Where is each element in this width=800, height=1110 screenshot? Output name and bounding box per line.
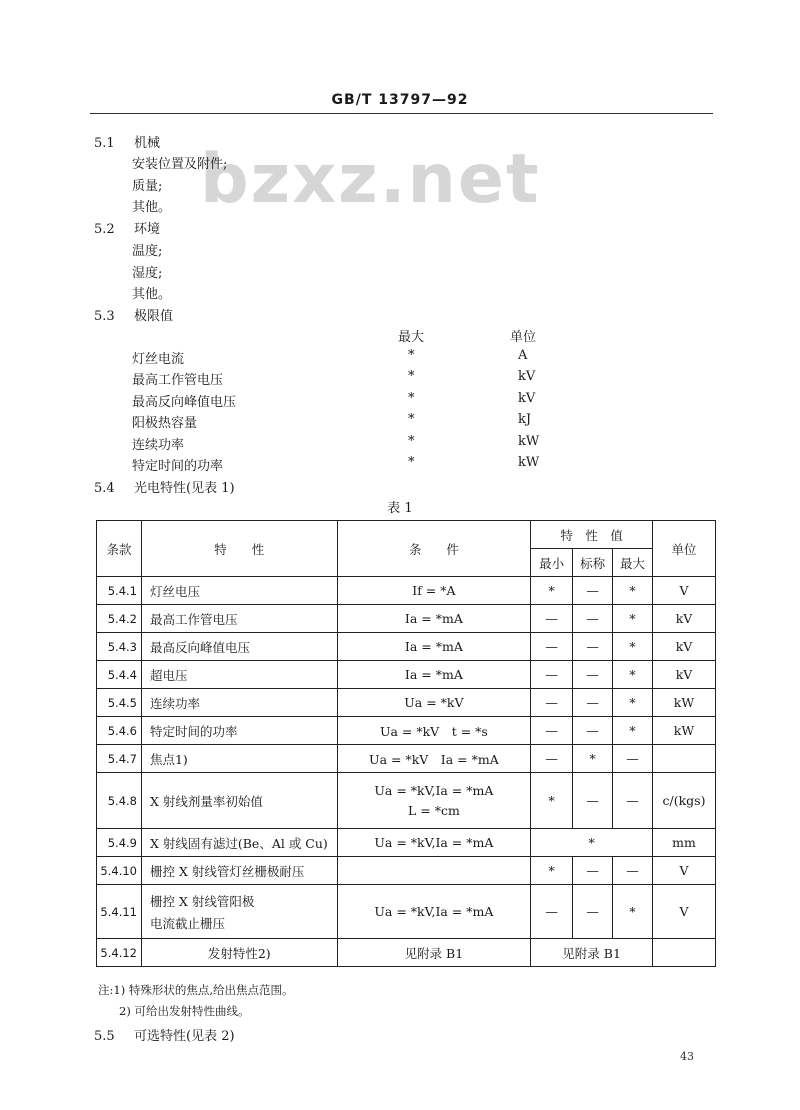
- condition-cell: Ua = *kV t = *s: [337, 717, 531, 745]
- characteristic-cell: 灯丝电压: [141, 577, 337, 605]
- header-unit: 单位: [653, 521, 716, 577]
- table-caption: 表 1: [387, 501, 413, 516]
- section-5-5-heading: 5.5 可选特性(见表 2): [94, 1029, 235, 1044]
- unit-cell: [653, 939, 716, 967]
- characteristic-line: 栅控 X 射线管阳极: [149, 893, 255, 909]
- nom-cell: —: [573, 577, 613, 605]
- limit-unit: kV: [518, 391, 536, 406]
- table-row: [97, 717, 716, 745]
- section-5-3-heading: 5.3 极限值: [94, 309, 174, 324]
- unit-cell: [653, 745, 716, 773]
- condition-cell: [337, 857, 531, 885]
- condition-cell: [337, 773, 531, 829]
- nom-cell: —: [573, 689, 613, 717]
- table-row: [97, 633, 716, 661]
- limit-max: *: [408, 455, 415, 470]
- unit-cell: V: [653, 885, 716, 939]
- limit-name: 灯丝电流: [132, 352, 185, 367]
- section-5-2-item: 湿度;: [132, 266, 163, 281]
- table-1: [96, 520, 716, 967]
- limit-max: *: [408, 348, 415, 363]
- unit-cell: kW: [653, 689, 716, 717]
- limit-unit: A: [518, 348, 528, 363]
- max-cell: —: [613, 773, 653, 829]
- characteristic-cell: 栅控 X 射线管灯丝栅极耐压: [141, 857, 337, 885]
- max-cell: *: [613, 885, 653, 939]
- min-cell: —: [531, 689, 573, 717]
- limit-name: 阳极热容量: [132, 416, 198, 431]
- clause-cell: 5.4.2: [97, 605, 142, 633]
- values-merged-cell: *: [531, 829, 653, 857]
- min-cell: *: [531, 773, 573, 829]
- max-cell: —: [613, 745, 653, 773]
- nom-cell: —: [573, 773, 613, 829]
- limit-max: *: [408, 434, 415, 449]
- limit-unit: kJ: [518, 412, 532, 427]
- characteristic-cell: 特定时间的功率: [141, 717, 337, 745]
- condition-cell: Ia = *mA: [337, 661, 531, 689]
- watermark: bzxz.net: [200, 140, 541, 219]
- max-cell: —: [613, 857, 653, 885]
- header-max: 最大: [613, 549, 653, 577]
- nom-cell: —: [573, 857, 613, 885]
- table-row: [97, 857, 716, 885]
- section-5-1-item: 其他。: [132, 200, 172, 215]
- condition-cell: Ua = *kV Ia = *mA: [337, 745, 531, 773]
- limit-name: 最高工作管电压: [132, 373, 224, 388]
- characteristic-cell: 超电压: [141, 661, 337, 689]
- section-5-1-item: 安装位置及附件;: [132, 157, 228, 172]
- table-row: [97, 773, 716, 829]
- nom-cell: —: [573, 885, 613, 939]
- unit-cell: mm: [653, 829, 716, 857]
- clause-cell: 5.4.10: [97, 857, 142, 885]
- table-row: [97, 885, 716, 939]
- min-cell: —: [531, 745, 573, 773]
- unit-cell: kV: [653, 633, 716, 661]
- condition-cell: Ua = *kV: [337, 689, 531, 717]
- characteristic-cell: 发射特性2): [141, 939, 337, 967]
- unit-cell: c/(kgs): [653, 773, 716, 829]
- clause-cell: 5.4.7: [97, 745, 142, 773]
- unit-cell: V: [653, 577, 716, 605]
- clause-cell: 5.4.6: [97, 717, 142, 745]
- condition-cell: Ua = *kV,Ia = *mA: [337, 885, 531, 939]
- characteristic-cell: 焦点1): [141, 745, 337, 773]
- max-cell: *: [613, 717, 653, 745]
- nom-cell: —: [573, 605, 613, 633]
- clause-cell: 5.4.3: [97, 633, 142, 661]
- header-values: 特 性 值: [531, 521, 653, 549]
- max-cell: *: [613, 577, 653, 605]
- limit-name: 特定时间的功率: [132, 459, 224, 474]
- max-cell: *: [613, 633, 653, 661]
- min-cell: —: [531, 885, 573, 939]
- header-characteristic: 特 性: [141, 521, 337, 577]
- max-cell: *: [613, 689, 653, 717]
- nom-cell: —: [573, 661, 613, 689]
- characteristic-cell: 最高工作管电压: [141, 605, 337, 633]
- header-min: 最小: [531, 549, 573, 577]
- characteristic-cell: X 射线固有滤过(Be、Al 或 Cu): [141, 829, 337, 857]
- limit-max: *: [408, 369, 415, 384]
- header-rule: [90, 113, 713, 114]
- clause-cell: 5.4.9: [97, 829, 142, 857]
- clause-cell: 5.4.11: [97, 885, 142, 939]
- table-row: [97, 689, 716, 717]
- condition-cell: 见附录 B1: [337, 939, 531, 967]
- limit-unit: kW: [518, 455, 540, 470]
- min-cell: —: [531, 633, 573, 661]
- min-cell: —: [531, 717, 573, 745]
- limit-name: 连续功率: [132, 438, 185, 453]
- page-number: 43: [680, 1050, 694, 1063]
- characteristic-cell: X 射线剂量率初始值: [141, 773, 337, 829]
- characteristic-cell: 连续功率: [141, 689, 337, 717]
- limit-max: *: [408, 412, 415, 427]
- condition-cell: If = *A: [337, 577, 531, 605]
- nom-cell: —: [573, 633, 613, 661]
- section-5-2-item: 其他。: [132, 287, 172, 302]
- limit-unit: kW: [518, 434, 540, 449]
- nom-cell: —: [573, 717, 613, 745]
- limit-col-unit: 单位: [510, 330, 537, 345]
- document-header: GB/T 13797—92: [331, 92, 469, 108]
- clause-cell: 5.4.1: [97, 577, 142, 605]
- characteristic-line: 电流截止栅压: [149, 915, 225, 931]
- condition-line: L = *cm: [407, 803, 460, 818]
- clause-cell: 5.4.5: [97, 689, 142, 717]
- unit-cell: kV: [653, 605, 716, 633]
- characteristic-cell: [141, 885, 337, 939]
- header-clause: 条款: [97, 521, 142, 577]
- unit-cell: V: [653, 857, 716, 885]
- values-merged-cell: 见附录 B1: [531, 939, 653, 967]
- limit-max: *: [408, 391, 415, 406]
- table-row: [97, 577, 716, 605]
- condition-cell: Ua = *kV,Ia = *mA: [337, 829, 531, 857]
- clause-cell: 5.4.12: [97, 939, 142, 967]
- table-row: [97, 605, 716, 633]
- table-row: [97, 745, 716, 773]
- characteristic-cell: 最高反向峰值电压: [141, 633, 337, 661]
- section-5-2-heading: 5.2 环境: [94, 222, 161, 237]
- limit-name: 最高反向峰值电压: [132, 395, 237, 410]
- table-note-2: 2) 可给出发射特性曲线。: [119, 1004, 250, 1018]
- table-row: [97, 829, 716, 857]
- table-note-1: 注:1) 特殊形状的焦点,给出焦点范围。: [98, 983, 294, 997]
- max-cell: *: [613, 661, 653, 689]
- limit-col-max: 最大: [398, 330, 425, 345]
- condition-line: Ua = *kV,Ia = *mA: [374, 783, 494, 798]
- section-5-1-item: 质量;: [132, 179, 163, 194]
- header-condition: 条 件: [337, 521, 531, 577]
- min-cell: *: [531, 857, 573, 885]
- section-5-1-heading: 5.1 机械: [94, 136, 161, 151]
- clause-cell: 5.4.8: [97, 773, 142, 829]
- section-5-2-item: 温度;: [132, 244, 163, 259]
- min-cell: —: [531, 605, 573, 633]
- nom-cell: *: [573, 745, 613, 773]
- header-nom: 标称: [573, 549, 613, 577]
- limit-unit: kV: [518, 369, 536, 384]
- condition-cell: Ia = *mA: [337, 633, 531, 661]
- table-row: [97, 661, 716, 689]
- unit-cell: kW: [653, 717, 716, 745]
- condition-cell: Ia = *mA: [337, 605, 531, 633]
- unit-cell: kV: [653, 661, 716, 689]
- section-5-4-heading: 5.4 光电特性(见表 1): [94, 481, 235, 496]
- table-row: [97, 939, 716, 967]
- max-cell: *: [613, 605, 653, 633]
- min-cell: —: [531, 661, 573, 689]
- min-cell: *: [531, 577, 573, 605]
- clause-cell: 5.4.4: [97, 661, 142, 689]
